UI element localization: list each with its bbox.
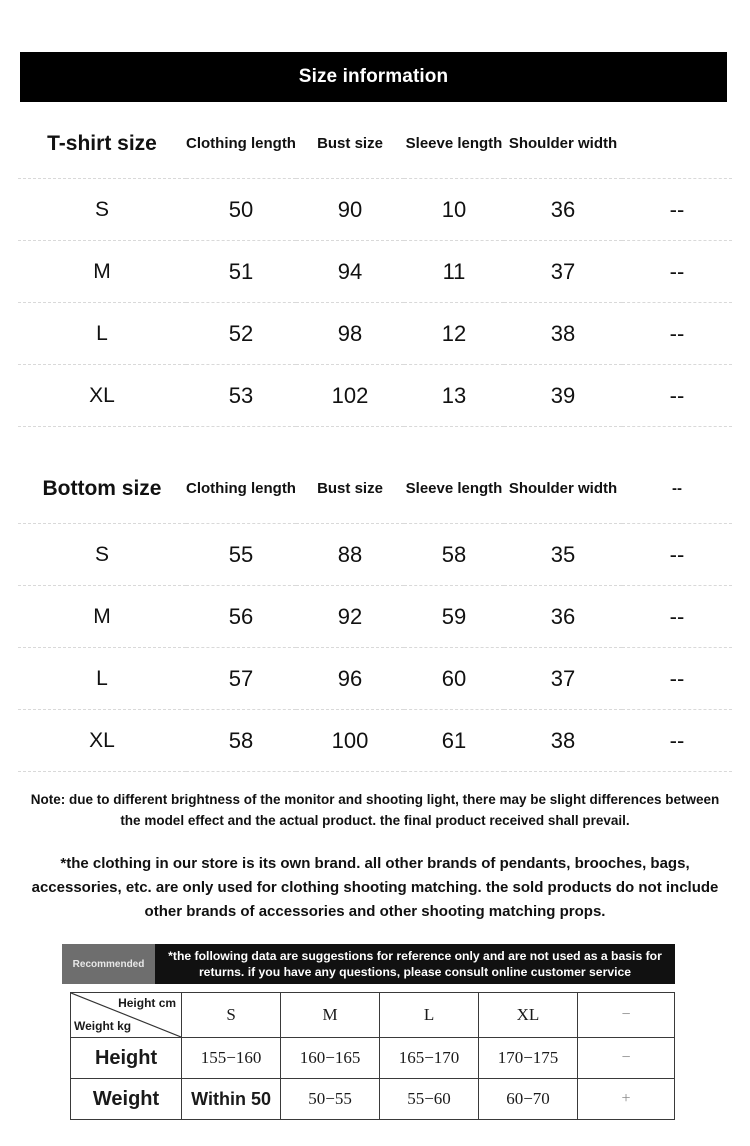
rec-size-header-m: M [281, 993, 380, 1038]
height-weight-recommendation-table [70, 992, 675, 1120]
column-header-extra [622, 110, 732, 179]
cell-shoulder-width: 38 [550, 727, 576, 753]
cell-size: M [93, 604, 111, 628]
diagonal-header-height-label: Height cm [118, 996, 177, 1010]
cell-shoulder-width: 36 [550, 603, 576, 629]
cell-extra: -- [669, 541, 685, 567]
cell-extra: -- [669, 727, 685, 753]
cell-bust-size: 100 [331, 727, 369, 753]
rec-size-header-xl: XL [479, 993, 578, 1038]
cell-size: XL [89, 728, 115, 752]
cell-extra: -- [669, 603, 685, 629]
cell-shoulder-width: 35 [550, 541, 576, 567]
tshirt-size-table [18, 110, 732, 427]
rec-weight-l: 55−60 [380, 1079, 479, 1120]
cell-sleeve-length: 11 [442, 258, 466, 284]
cell-size: S [94, 542, 109, 566]
rec-weight-row [71, 1079, 675, 1120]
cell-sleeve-length: 12 [441, 320, 467, 346]
table-row [18, 648, 732, 710]
rec-row-label-weight: Weight [71, 1079, 182, 1120]
rec-height-m: 160−165 [281, 1038, 380, 1079]
rec-row-label-height: Height [71, 1038, 182, 1079]
cell-clothing-length: 52 [228, 320, 254, 346]
diagonal-header-weight-label: Weight kg [74, 1019, 132, 1033]
table-row [18, 365, 732, 427]
table-row [18, 179, 732, 241]
size-information-banner [20, 52, 727, 102]
table-header-row [18, 110, 732, 179]
cell-bust-size: 92 [337, 603, 363, 629]
cell-size: M [93, 259, 111, 283]
rec-height-row [71, 1038, 675, 1079]
rec-height-xl: 170−175 [479, 1038, 578, 1079]
table-row [18, 241, 732, 303]
cell-size: XL [89, 383, 115, 407]
table-header-row [18, 455, 732, 524]
table-row [18, 303, 732, 365]
rec-weight-symbol: + [577, 1079, 674, 1120]
cell-shoulder-width: 38 [550, 320, 576, 346]
rec-size-header-s: S [182, 993, 281, 1038]
rec-weight-m: 50−55 [281, 1079, 380, 1120]
cell-extra: -- [669, 665, 685, 691]
column-header-clothing-length: Clothing length [186, 135, 296, 153]
rec-height-symbol: − [577, 1038, 674, 1079]
cell-bust-size: 94 [337, 258, 363, 284]
column-header-extra: -- [672, 480, 682, 498]
banner-title: Size information [298, 66, 449, 87]
column-header-bust-size: Bust size [317, 480, 383, 498]
cell-bust-size: 88 [337, 541, 363, 567]
diagonal-header-cell [71, 993, 182, 1038]
column-header-bust-size: Bust size [317, 135, 383, 153]
cell-shoulder-width: 37 [550, 665, 576, 691]
recommended-badge: Recommended [62, 944, 155, 984]
rec-height-l: 165−170 [380, 1038, 479, 1079]
cell-shoulder-width: 39 [550, 382, 576, 408]
cell-clothing-length: 58 [228, 727, 254, 753]
cell-bust-size: 102 [331, 382, 369, 408]
cell-extra: -- [669, 320, 685, 346]
cell-clothing-length: 50 [228, 196, 254, 222]
cell-clothing-length: 51 [228, 258, 254, 284]
column-header-sleeve-length: Sleeve length [405, 480, 503, 498]
cell-bust-size: 96 [337, 665, 363, 691]
column-header-clothing-length: Clothing length [186, 480, 296, 498]
table-row [18, 586, 732, 648]
cell-size: L [96, 666, 108, 690]
recommendation-banner [62, 944, 675, 984]
cell-sleeve-length: 61 [441, 727, 467, 753]
table-row [18, 524, 732, 586]
cell-sleeve-length: 10 [441, 196, 467, 222]
rec-size-header-l: L [380, 993, 479, 1038]
note-monitor-brightness: Note: due to different brightness of the monitor and shooting light, there may be slight differences between the model effect and the actual product. the final product received shall prevail. [30, 792, 720, 828]
cell-clothing-length: 55 [228, 541, 254, 567]
cell-clothing-length: 56 [228, 603, 254, 629]
table-row [18, 710, 732, 772]
cell-bust-size: 98 [337, 320, 363, 346]
recommendation-banner-text: *the following data are suggestions for reference only and are not used as a basis for returns. if you have any questions, please consult online customer service [168, 948, 662, 979]
note-brand-disclaimer: *the clothing in our store is its own brand. all other brands of pendants, brooches, bags, accessories, etc. are only used for clothing shooting matching. the sold products do not include other brands of accessories and other shooting matching props. [31, 855, 719, 920]
bottom-size-table [18, 455, 732, 772]
cell-extra: -- [669, 382, 685, 408]
rec-header-row [71, 993, 675, 1038]
column-header-sleeve-length: Sleeve length [405, 135, 503, 153]
rec-size-header-symbol: − [577, 993, 674, 1038]
cell-sleeve-length: 59 [441, 603, 467, 629]
cell-sleeve-length: 13 [441, 382, 467, 408]
column-header-size: Bottom size [42, 476, 162, 500]
cell-clothing-length: 57 [228, 665, 254, 691]
column-header-shoulder-width: Shoulder width [508, 480, 618, 498]
cell-sleeve-length: 58 [441, 541, 467, 567]
column-header-shoulder-width: Shoulder width [508, 135, 618, 153]
cell-shoulder-width: 37 [550, 258, 576, 284]
cell-clothing-length: 53 [228, 382, 254, 408]
column-header-size: T-shirt size [47, 131, 157, 155]
cell-extra: -- [669, 258, 685, 284]
cell-bust-size: 90 [337, 196, 363, 222]
rec-weight-s: Within 50 [182, 1079, 281, 1120]
rec-weight-xl: 60−70 [479, 1079, 578, 1120]
cell-extra: -- [669, 196, 685, 222]
cell-shoulder-width: 36 [550, 196, 576, 222]
cell-size: L [96, 321, 108, 345]
rec-height-s: 155−160 [182, 1038, 281, 1079]
cell-sleeve-length: 60 [441, 665, 467, 691]
cell-size: S [94, 197, 109, 221]
